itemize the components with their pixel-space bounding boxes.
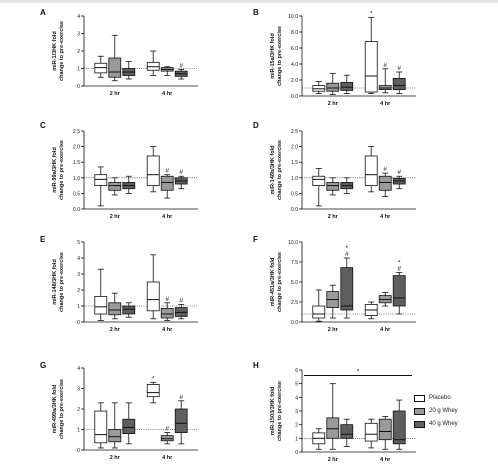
box-iqr: [109, 303, 121, 315]
box-whey40-0: [123, 176, 135, 193]
y-tick-label: 2.0: [291, 78, 298, 84]
box-whey20-1: [161, 175, 173, 198]
y-tick-label: 1.5: [73, 160, 80, 167]
box-placebo-1: [365, 419, 377, 448]
box-placebo-0: [95, 167, 107, 206]
y-axis-label: miR-148/3HK foldchange to pre-exercise: [52, 252, 65, 312]
y-tick-label: 1.0: [291, 175, 298, 182]
box-placebo-1: [365, 147, 377, 192]
box-whey20-0: [109, 403, 121, 448]
panel-letter: F: [253, 235, 258, 244]
box-iqr: [341, 82, 353, 90]
significance-mark: #: [179, 297, 184, 305]
box-placebo-1: [365, 18, 377, 94]
box-whey40-1: [393, 176, 405, 188]
y-tick-label: 10.0: [288, 14, 298, 20]
y-tick-label: 2.0: [291, 144, 298, 151]
box-iqr: [379, 176, 391, 190]
x-tick-label: 4 hr: [380, 327, 391, 333]
box-placebo-0: [313, 290, 325, 321]
box-iqr: [313, 176, 325, 185]
y-tick-label: 1: [295, 436, 298, 443]
y-tick-label: 10.0: [288, 240, 298, 246]
y-tick-label: 5: [295, 381, 298, 388]
panel-f: [253, 235, 416, 333]
panel-letter: A: [40, 8, 46, 17]
y-tick-label: 2.5: [291, 300, 298, 306]
y-axis-label: miR-148b/3HK foldchange to pre-exercise: [270, 140, 283, 200]
significance-mark: #: [179, 169, 184, 177]
y-tick-label: 3: [77, 386, 80, 393]
x-tick-label: 4 hr: [380, 457, 391, 463]
box-placebo-0: [95, 56, 107, 77]
y-tick-label: 4: [77, 14, 80, 20]
box-whey40-1: [175, 304, 187, 318]
panel-letter: B: [253, 8, 259, 17]
panel-h: [253, 361, 416, 463]
y-axis-label: miR-15a/3HK foldchange to pre-exercise: [270, 26, 283, 86]
box-whey40-1: [175, 69, 187, 79]
box-iqr: [393, 276, 405, 306]
y-tick-label: 4: [295, 395, 298, 402]
significance-mark: #: [344, 251, 349, 258]
y-tick-label: 4: [77, 366, 80, 372]
box-whey20-0: [327, 74, 339, 95]
panel-letter: G: [40, 361, 47, 370]
x-tick-label: 2 hr: [109, 91, 120, 97]
significance-mark: *: [369, 10, 373, 18]
box-iqr: [327, 182, 339, 190]
panel-d: [253, 121, 416, 220]
y-tick-label: 0.5: [73, 191, 80, 198]
box-whey40-0: [123, 62, 135, 80]
box-placebo-0: [95, 269, 107, 320]
significance-mark: #: [165, 167, 170, 175]
y-tick-label: 2: [77, 288, 80, 294]
significance-mark: #: [397, 65, 402, 72]
box-placebo-0: [313, 82, 325, 94]
box-placebo-1: [365, 302, 377, 319]
box-iqr: [95, 175, 107, 186]
box-placebo-1: [147, 255, 159, 319]
y-tick-label: 1: [77, 427, 80, 434]
significance-mark: *: [397, 259, 401, 267]
box-placebo-0: [313, 168, 325, 205]
box-whey20-0: [109, 293, 121, 319]
y-tick-label: 4: [77, 256, 80, 262]
box-placebo-0: [313, 429, 325, 450]
y-axis-label: miR-451a/3HK foldchange to pre-exercise: [270, 252, 283, 312]
y-tick-label: 3: [77, 272, 80, 278]
legend-swatch-whey40: [414, 421, 425, 428]
box-iqr: [175, 409, 187, 433]
significance-mark: #: [397, 169, 402, 177]
y-axis-label: miR-499a/3HK foldchange to pre-exercise: [52, 379, 65, 439]
significance-mark: #: [383, 61, 388, 69]
legend-item-whey20: [414, 406, 498, 418]
box-iqr: [327, 418, 339, 439]
significance-mark: #: [383, 166, 388, 174]
y-tick-label: 2: [77, 49, 80, 55]
box-whey40-1: [393, 272, 405, 314]
box-whey40-0: [341, 258, 353, 318]
y-tick-label: 1.5: [291, 160, 298, 167]
y-tick-label: 2.5: [73, 129, 80, 135]
box-whey20-0: [327, 285, 339, 318]
panel-letter: E: [40, 235, 46, 244]
box-whey20-1: [161, 433, 173, 444]
panel-e: [40, 235, 198, 333]
legend-item-placebo: [414, 393, 498, 405]
significance-mark: *: [345, 245, 349, 252]
box-iqr: [123, 306, 135, 314]
y-tick-label: 0: [77, 320, 80, 326]
significance-mark: *: [356, 368, 360, 376]
y-tick-label: 0.0: [291, 94, 298, 100]
x-tick-label: 2 hr: [109, 327, 120, 333]
x-tick-label: 4 hr: [162, 91, 173, 97]
y-tick-label: 0.5: [291, 191, 298, 198]
y-tick-label: 0.0: [291, 207, 298, 213]
y-tick-label: 7.5: [291, 260, 298, 266]
box-whey40-0: [123, 403, 135, 444]
y-tick-label: 6: [295, 368, 298, 374]
box-iqr: [393, 411, 405, 444]
box-whey40-1: [393, 400, 405, 449]
box-whey40-0: [123, 303, 135, 317]
box-whey40-1: [393, 72, 405, 94]
y-tick-label: 8.0: [291, 30, 298, 36]
box-whey40-0: [341, 75, 353, 93]
panel-a: [40, 8, 198, 97]
box-iqr: [147, 282, 159, 311]
box-iqr: [161, 308, 173, 318]
box-iqr: [327, 83, 339, 91]
box-iqr: [161, 436, 173, 441]
y-tick-label: 2.5: [291, 129, 298, 135]
x-tick-label: 2 hr: [109, 214, 120, 220]
y-tick-label: 0: [295, 450, 298, 456]
panel-g: [40, 361, 198, 461]
box-whey40-0: [341, 178, 353, 194]
y-tick-label: 3: [77, 31, 80, 38]
y-tick-label: 0.0: [291, 320, 298, 326]
box-iqr: [341, 268, 353, 310]
y-axis-label: miR-1/3HK foldchange to pre-exercise: [52, 21, 65, 81]
box-iqr: [109, 58, 121, 77]
y-tick-label: 5: [77, 240, 80, 246]
box-iqr: [123, 419, 135, 433]
panel-letter: C: [40, 121, 46, 130]
y-tick-label: 3: [295, 409, 298, 415]
y-tick-label: 1: [77, 66, 80, 73]
box-whey20-1: [379, 292, 391, 306]
box-placebo-1: [147, 147, 159, 192]
y-tick-label: 4.0: [291, 62, 298, 68]
y-tick-label: 0: [77, 84, 80, 90]
box-whey20-1: [379, 416, 391, 449]
y-tick-label: 2: [295, 422, 298, 429]
y-tick-label: 6.0: [291, 46, 298, 52]
x-tick-label: 4 hr: [380, 101, 391, 107]
box-placebo-1: [147, 382, 159, 403]
x-tick-label: 4 hr: [162, 214, 173, 220]
y-tick-label: 5.0: [291, 280, 298, 286]
box-whey20-1: [161, 303, 173, 321]
legend-label-whey40: 40 g Whey: [429, 421, 458, 427]
legend-item-whey40: [414, 419, 498, 431]
box-whey20-0: [109, 178, 121, 195]
box-iqr: [379, 419, 391, 440]
box-iqr: [393, 78, 405, 89]
y-tick-label: 2.0: [73, 144, 80, 151]
box-whey20-1: [161, 67, 173, 76]
box-iqr: [365, 423, 377, 441]
x-tick-label: 2 hr: [327, 457, 338, 463]
y-tick-label: 2: [77, 407, 80, 413]
y-tick-label: 0: [77, 448, 80, 454]
x-tick-label: 2 hr: [109, 455, 120, 461]
box-iqr: [161, 176, 173, 190]
panel-c: [40, 121, 198, 220]
box-whey40-1: [175, 176, 187, 188]
legend-label-whey20: 20 g Whey: [429, 408, 458, 414]
significance-mark: #: [179, 62, 184, 70]
y-tick-label: 1: [77, 304, 80, 310]
panel-b: [253, 8, 416, 107]
box-whey20-0: [327, 384, 339, 450]
significance-mark: #: [165, 295, 170, 303]
panel-letter: H: [253, 361, 259, 370]
box-whey20-0: [327, 178, 339, 195]
x-tick-label: 4 hr: [162, 327, 173, 333]
box-iqr: [95, 411, 107, 443]
y-tick-label: 0.0: [73, 207, 80, 213]
box-iqr: [109, 430, 121, 442]
y-tick-label: 1.0: [73, 175, 80, 182]
legend-swatch-placebo: [414, 395, 425, 402]
significance-mark: #: [397, 265, 402, 273]
y-axis-label: miR-1503/3HK foldchange to pre-exercise: [270, 381, 283, 441]
box-iqr: [147, 384, 159, 396]
x-tick-label: 2 hr: [327, 101, 338, 107]
x-tick-label: 4 hr: [380, 214, 391, 220]
box-placebo-1: [147, 51, 159, 76]
box-iqr: [313, 306, 325, 318]
significance-mark: *: [151, 375, 155, 383]
box-iqr: [95, 296, 107, 314]
legend-label-placebo: Placebo: [429, 395, 451, 401]
box-whey20-1: [379, 173, 391, 196]
box-whey40-0: [341, 419, 353, 446]
y-axis-label: miR-99a/3HK foldchange to pre-exercise: [52, 140, 65, 200]
box-whey20-0: [109, 35, 121, 81]
box-iqr: [365, 156, 377, 186]
significance-mark: #: [165, 425, 170, 433]
box-placebo-0: [95, 403, 107, 448]
x-tick-label: 2 hr: [327, 214, 338, 220]
box-iqr: [147, 156, 159, 186]
box-iqr: [341, 425, 353, 439]
box-iqr: [365, 42, 377, 92]
box-iqr: [109, 182, 121, 190]
panel-letter: D: [253, 121, 259, 130]
box-whey40-1: [175, 401, 187, 444]
legend-swatch-whey20: [414, 408, 425, 415]
box-whey20-1: [379, 69, 391, 93]
x-tick-label: 2 hr: [327, 327, 338, 333]
significance-mark: #: [179, 393, 184, 401]
x-tick-label: 4 hr: [162, 455, 173, 461]
